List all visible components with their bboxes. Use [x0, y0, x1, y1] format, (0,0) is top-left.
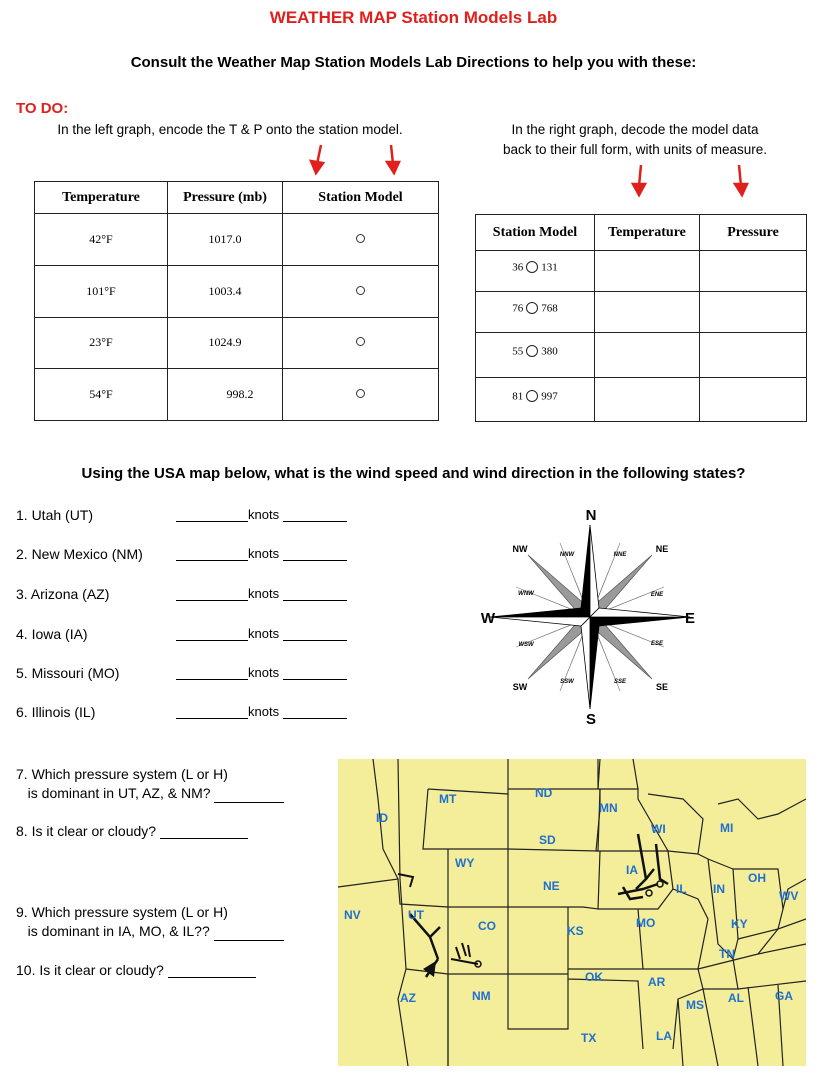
temperature-answer-cell[interactable] [595, 333, 700, 377]
answer-line [176, 665, 347, 680]
knots-unit: knots [248, 704, 280, 719]
temperature-cell: 101°F [35, 265, 168, 317]
table-row [35, 317, 439, 369]
wind-barbs-utah [410, 914, 440, 977]
pressure-cell: 1003.4 [168, 265, 283, 317]
compass-sw: SW [512, 682, 528, 692]
question-8 [16, 823, 248, 839]
usa-weather-map [338, 759, 806, 1066]
question-label: 8. Is it clear or cloudy? [16, 823, 157, 839]
temperature-answer-cell[interactable] [595, 292, 700, 333]
speed-blank[interactable] [176, 626, 248, 641]
question-label: 3. Arizona (AZ) [16, 586, 110, 602]
station-model-cell [476, 333, 595, 377]
station-model-cell [476, 251, 595, 292]
station-circle-icon [646, 890, 652, 896]
speed-blank[interactable] [176, 586, 248, 601]
station-circle-icon [356, 286, 365, 295]
question-label: 4. Iowa (IA) [16, 626, 88, 642]
speed-blank[interactable] [176, 546, 248, 561]
station-circle-icon [526, 345, 538, 357]
answer-line [176, 704, 347, 719]
answer-blank[interactable] [214, 926, 284, 941]
pressure-answer-cell[interactable] [700, 333, 807, 377]
answer-blank[interactable] [214, 788, 284, 803]
left-instruction: In the left graph, encode the T & P onto the station model. [57, 122, 403, 137]
question-label: 6. Illinois (IL) [16, 704, 96, 720]
direction-blank[interactable] [283, 546, 347, 561]
state-label-la: LA [656, 1029, 672, 1043]
question-label: is dominant in IA, MO, & IL?? [27, 923, 210, 939]
state-label-mi: MI [720, 821, 734, 835]
decode-table [475, 214, 807, 422]
state-label-ar: AR [648, 975, 666, 989]
state-label-oh: OH [748, 871, 766, 885]
answer-line [176, 507, 347, 522]
state-label-ne: NE [543, 879, 560, 893]
speed-blank[interactable] [176, 665, 248, 680]
speed-blank[interactable] [176, 507, 248, 522]
compass-e: E [684, 610, 696, 627]
page-title: WEATHER MAP Station Models Lab [269, 8, 558, 27]
answer-blank[interactable] [160, 824, 248, 839]
compass-sse: SSE [613, 679, 627, 685]
temperature-cell: 42°F [35, 214, 168, 266]
knots-unit: knots [248, 507, 280, 522]
knots-unit: knots [248, 665, 280, 680]
compass-nne: NNE [613, 552, 627, 558]
pressure-code: 768 [541, 302, 558, 315]
compass-ssw: SSW [560, 679, 574, 685]
temp-code: 55 [512, 345, 524, 358]
state-label-nd: ND [535, 786, 553, 800]
station-model-cell [476, 292, 595, 333]
question-label: 10. Is it clear or cloudy? [16, 962, 164, 978]
table-row [476, 377, 807, 421]
answer-blank[interactable] [168, 963, 256, 978]
question-9 [16, 903, 284, 941]
temperature-cell: 23°F [35, 317, 168, 369]
station-model-cell[interactable] [283, 214, 439, 266]
arrow-down-icon [387, 145, 399, 173]
col-header-pressure: Pressure (mb) [168, 182, 283, 214]
pressure-answer-cell[interactable] [700, 292, 807, 333]
todo-label: TO DO: [16, 100, 69, 117]
station-model-cell [476, 377, 595, 421]
pressure-cell: 998.2 [168, 369, 283, 421]
state-label-il: IL [676, 882, 687, 896]
temp-code: 81 [512, 389, 524, 402]
question-label: 1. Utah (UT) [16, 507, 94, 523]
state-label-id: ID [376, 811, 388, 825]
page-subtitle: Consult the Weather Map Station Models Lab Directions to help you with these: [130, 54, 697, 71]
state-label-nm: NM [472, 989, 491, 1003]
answer-line [176, 626, 347, 641]
question-label: 2. New Mexico (NM) [16, 546, 143, 562]
state-label-ms: MS [686, 998, 704, 1012]
state-label-ks: KS [567, 924, 584, 938]
compass-nnw: NNW [559, 552, 575, 558]
state-label-mt: MT [439, 792, 457, 806]
wind-flag-az-icon [423, 961, 436, 977]
compass-w: W [480, 610, 496, 627]
question-label: is dominant in UT, AZ, & NM? [27, 785, 211, 801]
arrow-down-icon [735, 165, 747, 195]
table-row [476, 292, 807, 333]
station-circle-icon [356, 337, 365, 346]
temp-code: 36 [512, 261, 524, 274]
question-label: 5. Missouri (MO) [16, 665, 120, 681]
knots-unit: knots [248, 626, 280, 641]
question-7 [16, 765, 284, 803]
state-label-al: AL [728, 991, 744, 1005]
state-label-wy: WY [455, 856, 475, 870]
direction-blank[interactable] [283, 626, 347, 641]
state-label-ga: GA [775, 989, 793, 1003]
compass-n: N [585, 507, 597, 524]
state-label-ok: OK [585, 970, 603, 984]
answer-line [176, 586, 347, 601]
pressure-code: 131 [541, 261, 558, 274]
table-row [476, 333, 807, 377]
compass-nw: NW [512, 544, 528, 554]
state-label-ut: UT [408, 908, 424, 922]
state-label-co: CO [478, 919, 496, 933]
speed-blank[interactable] [176, 704, 248, 719]
table-row [35, 369, 439, 421]
state-label-ky: KY [731, 917, 748, 931]
knots-unit: knots [248, 586, 280, 601]
pressure-cell: 1017.0 [168, 214, 283, 266]
direction-blank[interactable] [283, 704, 347, 719]
pressure-cell: 1024.9 [168, 317, 283, 369]
col-header-station-model: Station Model [283, 182, 439, 214]
pressure-code: 997 [541, 389, 558, 402]
station-model-cell[interactable] [283, 317, 439, 369]
compass-se: SE [655, 682, 669, 692]
direction-blank[interactable] [283, 507, 347, 522]
question-10 [16, 962, 256, 978]
wind-barbs-nm [451, 943, 478, 964]
station-model-cell[interactable] [283, 265, 439, 317]
station-circle-icon [526, 390, 538, 402]
state-label-wv: WV [779, 889, 799, 903]
state-label-ia: IA [626, 863, 638, 877]
state-label-wi: WI [651, 822, 666, 836]
right-arrows [620, 162, 760, 198]
state-label-nv: NV [344, 908, 361, 922]
table-row [35, 265, 439, 317]
right-instruction-line2: back to their full form, with units of measure. [502, 142, 768, 157]
wind-question-heading: Using the USA map below, what is the wind speed and wind direction in the following states? [81, 465, 746, 482]
col-header-station-model: Station Model [476, 215, 595, 251]
arrow-down-icon [633, 165, 645, 195]
pressure-answer-cell[interactable] [700, 251, 807, 292]
col-header-pressure: Pressure [700, 215, 807, 251]
compass-wnw: WNW [518, 591, 534, 597]
state-label-tx: TX [581, 1031, 597, 1045]
temperature-answer-cell[interactable] [595, 251, 700, 292]
state-label-in: IN [713, 882, 725, 896]
left-arrows [300, 142, 410, 176]
station-model-cell[interactable] [283, 369, 439, 421]
temperature-cell: 54°F [35, 369, 168, 421]
temperature-answer-cell[interactable] [595, 377, 700, 421]
state-label-mn: MN [599, 801, 618, 815]
question-label: 7. Which pressure system (L or H) [16, 766, 228, 782]
compass-s: S [585, 711, 597, 728]
col-header-temperature: Temperature [35, 182, 168, 214]
table-row [476, 251, 807, 292]
arrow-down-icon [311, 145, 323, 173]
knots-unit: knots [248, 546, 280, 561]
station-circle-icon [526, 302, 538, 314]
state-label-mo: MO [636, 916, 656, 930]
state-label-sd: SD [539, 833, 556, 847]
state-label-tn: TN [719, 947, 735, 961]
compass-wsw: WSW [518, 642, 534, 648]
pressure-answer-cell[interactable] [700, 377, 807, 421]
compass-ne: NE [655, 544, 669, 554]
direction-blank[interactable] [283, 586, 347, 601]
compass-ese: ESE [650, 641, 664, 647]
right-instruction-line1: In the right graph, decode the model data [511, 122, 759, 137]
station-circle-icon [356, 389, 365, 398]
answer-line [176, 546, 347, 561]
compass-rose [470, 500, 710, 735]
question-label: 9. Which pressure system (L or H) [16, 904, 228, 920]
station-circle-icon [526, 261, 538, 273]
direction-blank[interactable] [283, 665, 347, 680]
right-instruction [470, 120, 800, 160]
station-circle-icon [356, 234, 365, 243]
encode-table [34, 181, 439, 421]
temp-code: 76 [512, 302, 524, 315]
col-header-temperature: Temperature [595, 215, 700, 251]
table-row [35, 214, 439, 266]
state-label-az: AZ [400, 991, 416, 1005]
compass-ene: ENE [650, 592, 664, 598]
pressure-code: 380 [541, 345, 558, 358]
